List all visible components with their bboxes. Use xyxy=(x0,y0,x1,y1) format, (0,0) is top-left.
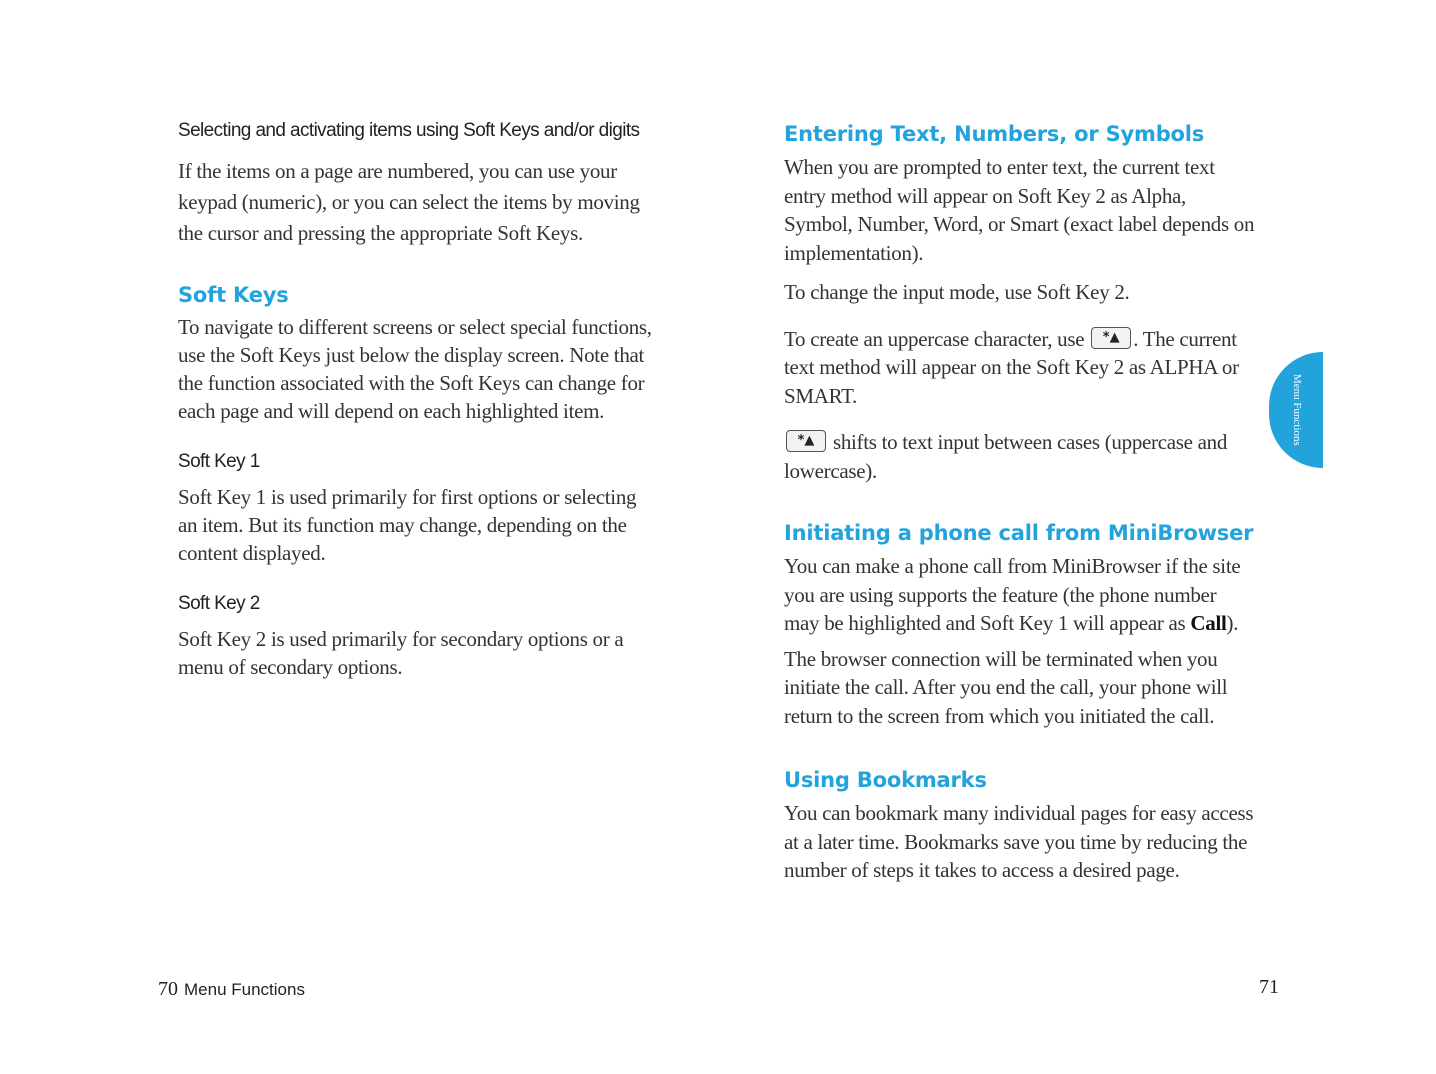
section-side-tab xyxy=(1269,352,1323,468)
soft-key-1-body: Soft Key 1 is used primarily for first options or selecting an item. But its function may change, depending on the content displayed. xyxy=(178,485,637,565)
star-shift-key-glyph: *▲ xyxy=(1102,329,1120,345)
initiating-para-1-end: ). xyxy=(1226,611,1239,635)
call-label: Call xyxy=(1190,611,1227,635)
initiating-para-1-text: You can make a phone call from MiniBrowser if the site you are using supports the feature (the phone number may be highlighted and Soft Key 1 will appear as xyxy=(784,554,1241,635)
intro-title: Selecting and activating items using Soft Keys and/or digits xyxy=(178,120,640,141)
initiating-call-heading: Initiating a phone call from MiniBrowser xyxy=(784,521,1254,545)
entering-para-2: To change the input mode, use Soft Key 2. xyxy=(784,280,1130,304)
entering-para-3-text-after: . The current text method will appear on the Soft Key 2 as ALPHA or SMART. xyxy=(784,326,1239,408)
initiating-para-2: The browser connection will be terminated when you initiate the call. After you end the call, your phone will return to the screen from which you initiated the call. xyxy=(784,646,1228,728)
soft-keys-body: To navigate to different screens or select special functions, use the Soft Keys just below the display screen. Note that the function associated with the Soft Keys can change for each page and will depend on each highlighted item. xyxy=(178,315,652,423)
entering-para-3 xyxy=(784,325,1256,411)
left-column xyxy=(178,118,658,681)
soft-key-2-title: Soft Key 2 xyxy=(178,593,260,614)
side-tab-label: Menu Functions xyxy=(1291,374,1303,446)
entering-text-heading: Entering Text, Numbers, or Symbols xyxy=(784,122,1205,146)
star-shift-key-icon xyxy=(1091,327,1131,349)
bookmarks-body: You can bookmark many individual pages for easy access at a later time. Bookmarks save you time by reducing the number of steps it takes to access a desired page. xyxy=(784,801,1254,882)
soft-keys-heading: Soft Keys xyxy=(178,283,289,307)
intro-body: If the items on a page are numbered, you can use your keypad (numeric), or you can select the items by moving the cursor and pressing the appropriate Soft Keys. xyxy=(178,159,640,245)
entering-para-4-text: shifts to text input between cases (uppercase and lowercase). xyxy=(784,430,1228,483)
star-shift-key-glyph: *▲ xyxy=(797,433,815,448)
left-footer xyxy=(158,978,305,1001)
soft-key-2-body: Soft Key 2 is used primarily for secondary options or a menu of secondary options. xyxy=(178,627,624,679)
bookmarks-heading: Using Bookmarks xyxy=(784,768,987,792)
soft-key-1-title: Soft Key 1 xyxy=(178,451,260,472)
entering-para-4 xyxy=(784,428,1256,485)
right-page-number: 71 xyxy=(1259,976,1279,998)
left-footer-label: Menu Functions xyxy=(184,980,305,999)
initiating-para-1 xyxy=(784,552,1256,638)
entering-para-3-text-before: To create an uppercase character, use xyxy=(784,326,1085,351)
star-shift-key-icon xyxy=(786,430,826,452)
right-page xyxy=(718,0,1436,1074)
right-column xyxy=(784,122,1256,885)
entering-para-1: When you are prompted to enter text, the current text entry method will appear on Soft Key 2 as Alpha, Symbol, Number, Word, or Smart (exact label depends on implementation). xyxy=(784,155,1255,265)
left-page-number: 70 xyxy=(158,978,178,1000)
